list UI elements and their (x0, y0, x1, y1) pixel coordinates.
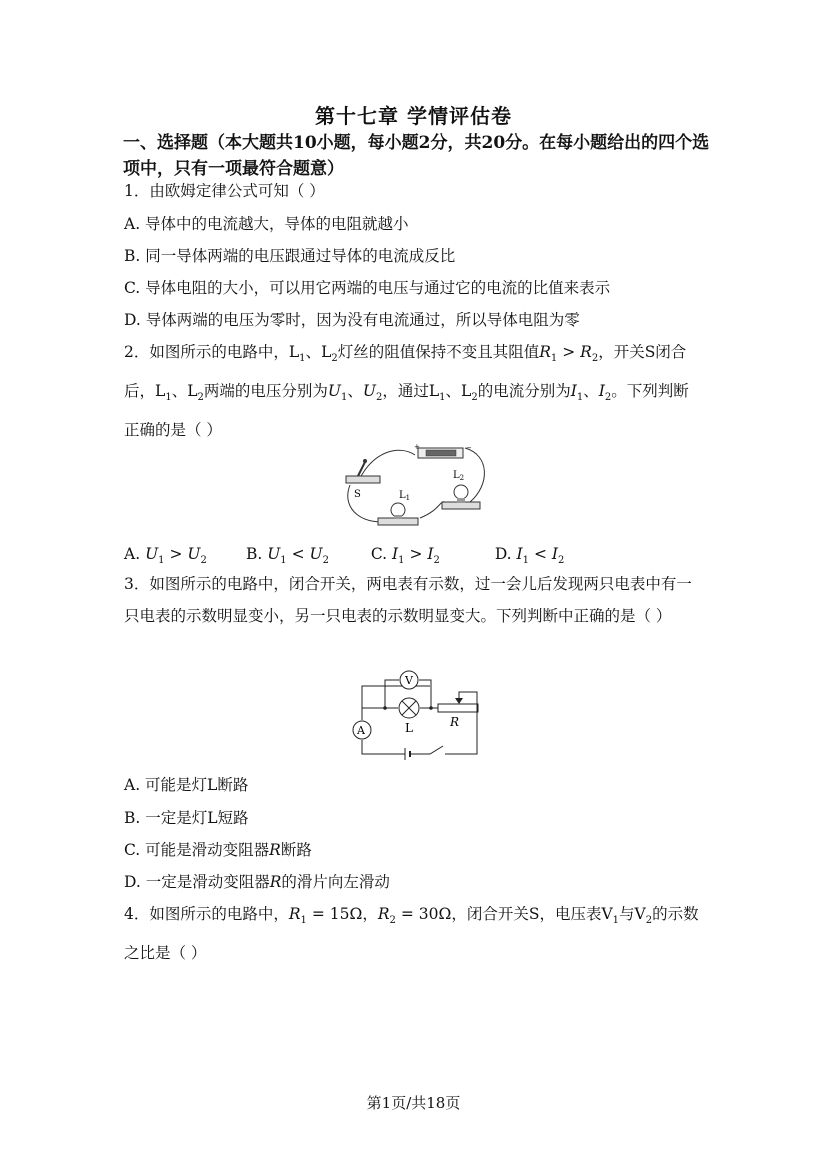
q1-option-c: C. 导体电阻的大小，可以用它两端的电压与通过它的电流的比值来表示 (124, 279, 611, 297)
q2-fig-plus: + (414, 443, 420, 451)
q3-fig-ammeter-label: A (357, 724, 365, 737)
q3-stem: 3．如图所示的电路中，闭合开关，两电表有示数，过一会儿后发现两只电表中有一只电表的示数明显变小，另一只电表的示数明显变大。下列判断中正确的是（ ） (124, 575, 692, 625)
q2-fig-label-s: S (354, 489, 361, 500)
q3-option-a: A. 可能是灯L断路 (124, 776, 249, 794)
q3-option-d: D. 一定是滑动变阻器R的滑片向左滑动 (124, 873, 390, 891)
q1-option-b: B. 同一导体两端的电压跟通过导体的电流成反比 (124, 247, 456, 265)
q2-option-a: A. $U_1 > U_2$ (124, 545, 207, 567)
q3-fig-voltmeter-label: V (405, 674, 413, 687)
q2-fig-label-l1: $L_1$ (399, 490, 411, 502)
section-heading: 一、选择题（本大题共10小题，每小题2分，共20分。在每小题给出的四个选项中，只有一项最符合题意） (123, 133, 710, 179)
q2-fig-minus: − (466, 444, 472, 452)
q2-fig-label-l2: $L_2$ (453, 470, 465, 482)
q2-stem: 2．如图所示的电路中，$L_1$、$L_2$灯丝的阻值保持不变且其阻值$R_1 > R_2$，开关S闭合后，$L_1$、$L_2$两端的电压分别为$U_1$、$U_2$，通过$L_1$、$L_2$的电流分别为$I_1$、$I_2$。下列判断正确的是（ ） (124, 343, 689, 440)
q1-stem: 1．由欧姆定律公式可知（ ） (124, 182, 325, 200)
q3-fig-rheostat-label: R (450, 715, 460, 729)
q3-fig-lamp-label: L (405, 721, 413, 735)
q3-option-b: B. 一定是灯L短路 (124, 809, 249, 827)
page-footer: 第1页/共18页 (366, 1094, 461, 1112)
q3-option-c: C. 可能是滑动变阻器R断路 (124, 841, 312, 859)
q1-option-a: A. 导体中的电流越大，导体的电阻就越小 (124, 215, 409, 233)
q1-option-d: D. 导体两端的电压为零时，因为没有电流通过，所以导体电阻为零 (124, 311, 580, 329)
q2-option-d: D. $I_1 < I_2$ (494, 545, 565, 567)
q4-stem: 4．如图所示的电路中，$R_1 = 15\Omega$，$R_2 = 30\Omega$，闭合开关S，电压表$V_1$与$V_2$的示数之比是（ ） (124, 905, 699, 963)
q2-option-c: C. $I_1 > I_2$ (370, 545, 440, 567)
page-title: 第十七章 学情评估卷 (315, 104, 512, 128)
q3-circuit-figure (345, 668, 485, 760)
q2-option-b: B. $U_1 < U_2$ (245, 545, 329, 567)
q2-circuit-figure (340, 440, 490, 532)
